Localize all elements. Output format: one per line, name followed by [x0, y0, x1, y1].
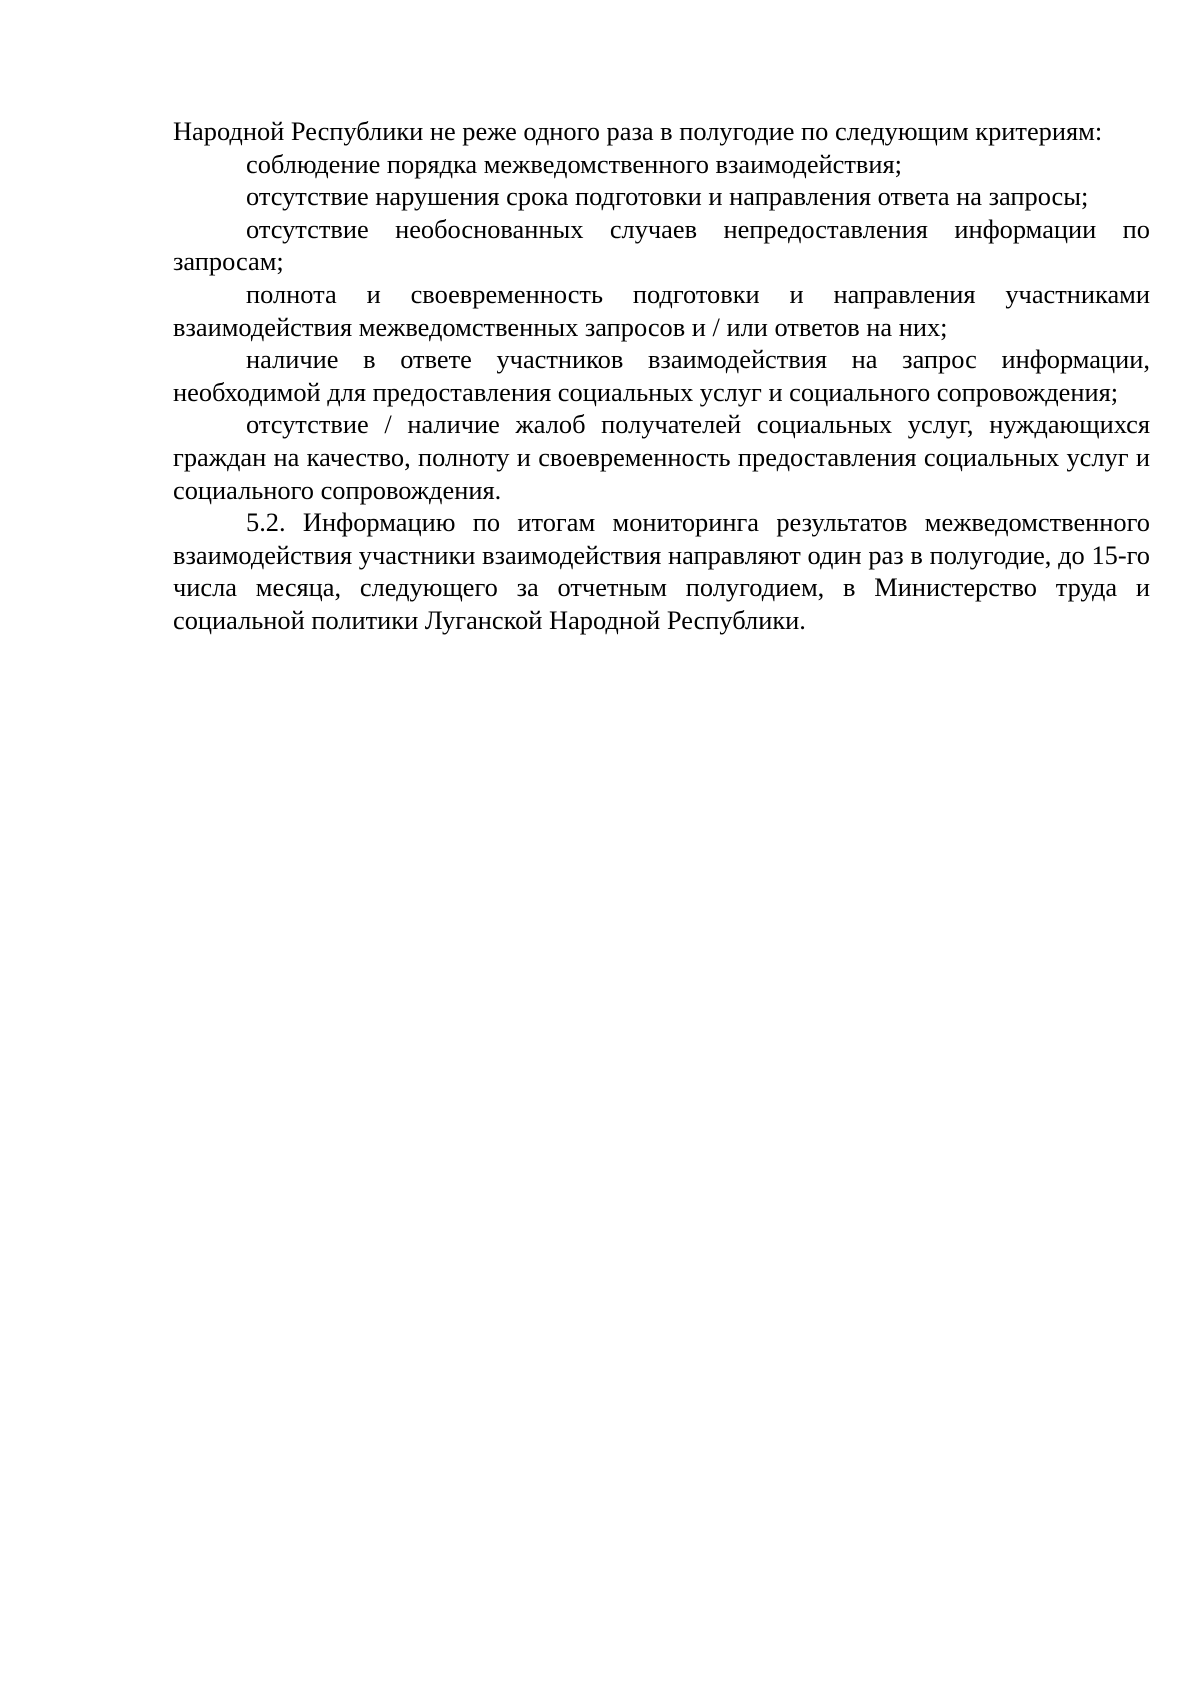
- criterion-interaction-order: соблюдение порядка межведомственного взаимодействия;: [246, 148, 902, 179]
- paragraph-continuation: Народной Республики не реже одного раза в полугодие по следующим критериям:: [173, 116, 1103, 146]
- criterion-response-information: наличие в ответе участников взаимодействия на запрос информации, необходимой для предоставления социальных услуг и социального сопровождения;: [173, 344, 1150, 407]
- criterion-no-unjustified-refusal: отсутствие необоснованных случаев непредоставления информации по запросам;: [173, 213, 1150, 277]
- criterion-completeness-timeliness: полнота и своевременность подготовки и направления участниками взаимодействия межведомственных запросов и / или ответов на них;: [173, 278, 1150, 342]
- criterion-complaints: отсутствие / наличие жалоб получателей социальных услуг, нуждающихся граждан на качество, полноту и своевременность предоставления социальных услуг и социального сопровождения.: [173, 409, 1150, 505]
- section-5-2-paragraph: 5.2. Информацию по итогам мониторинга результатов межведомственного взаимодействия участники взаимодействия направляют один раз в полугодие, до 15-го числа месяца, следующего за отчетным полугодием, в Министерство труда и социальной политики Луганской Народной Республики.: [173, 507, 1150, 635]
- criterion-no-deadline-violation: отсутствие нарушения срока подготовки и направления ответа на запросы;: [246, 181, 1089, 212]
- document-body: [173, 115, 1150, 637]
